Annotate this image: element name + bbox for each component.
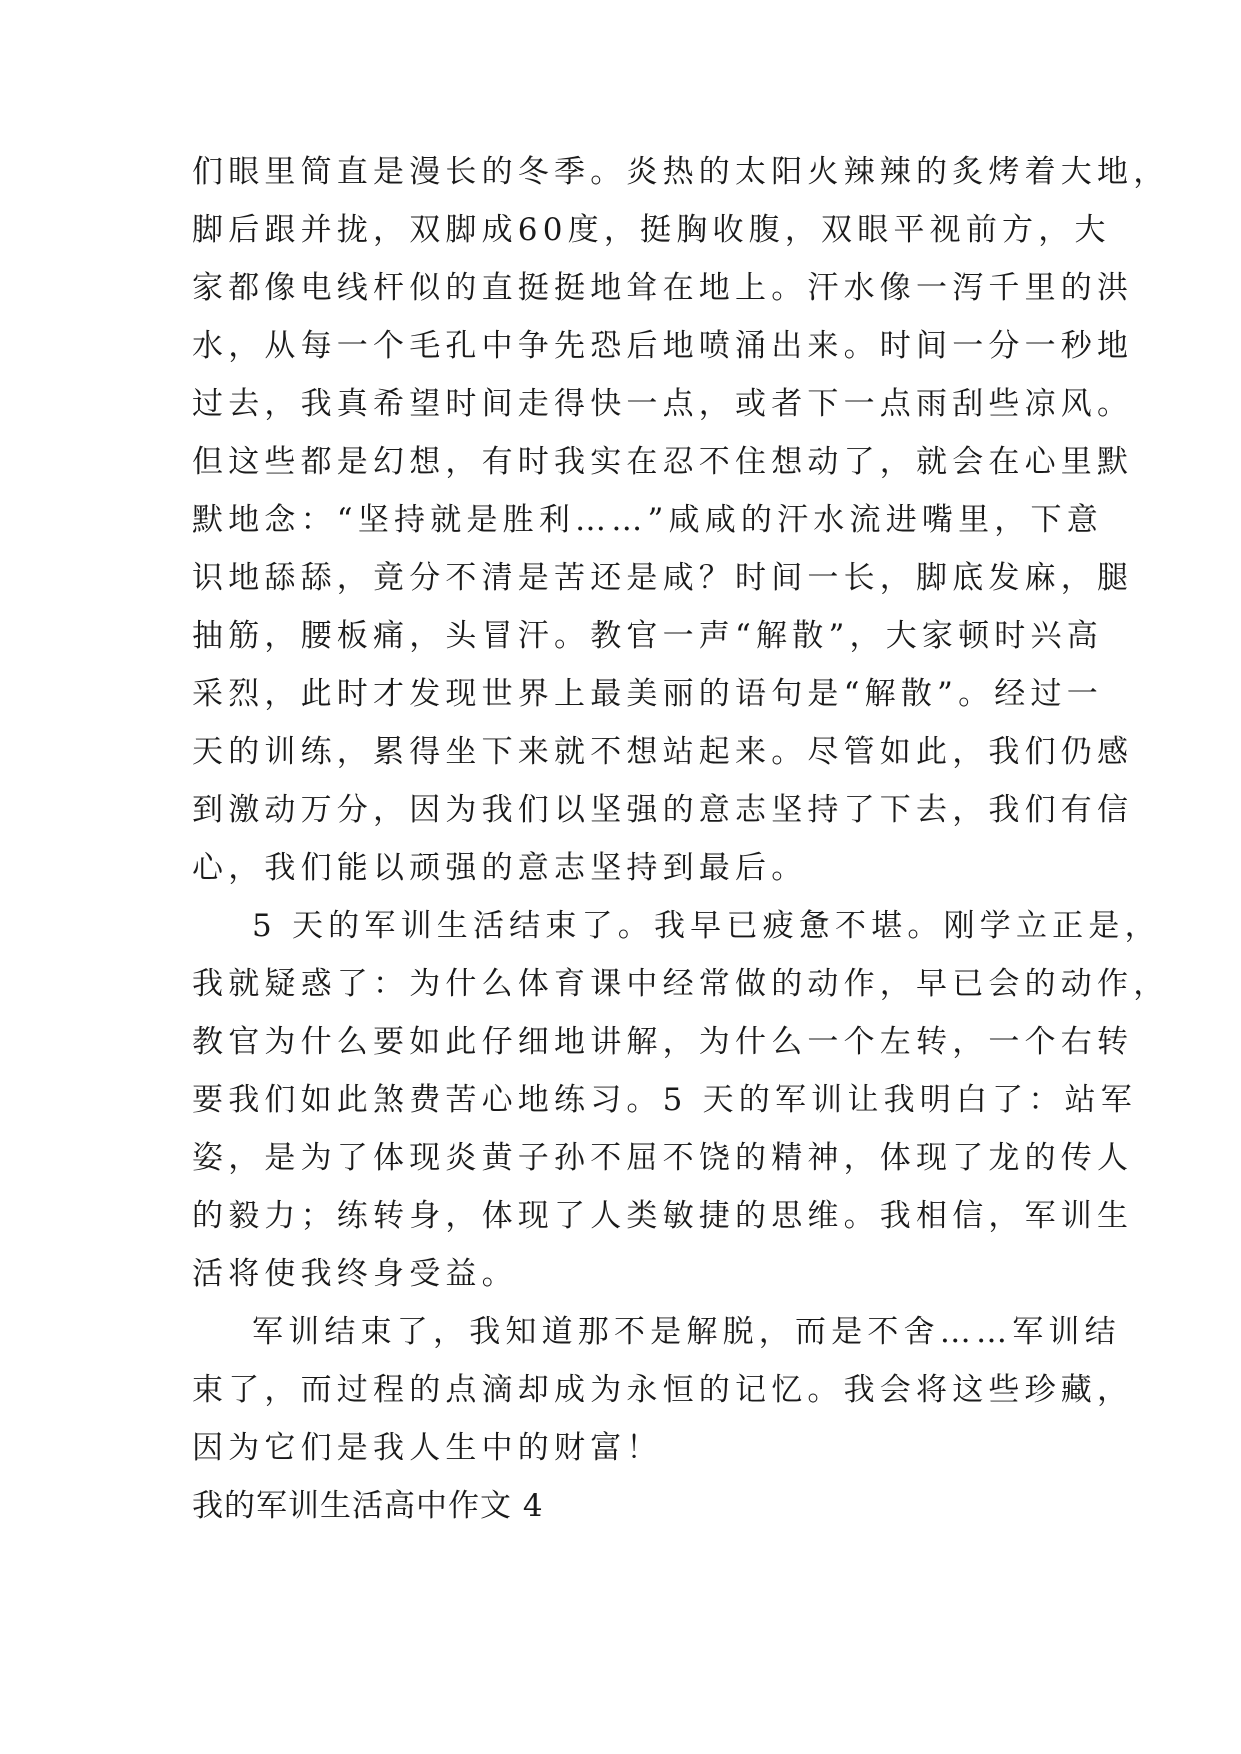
text-line: 采烈，此时才发现世界上最美丽的语句是“解散”。经过一 [192, 676, 1103, 712]
text-line: 束了，而过程的点滴却成为永恒的记忆。我会将这些珍藏， [192, 1372, 1134, 1408]
text-line: 过去，我真希望时间走得快一点，或者下一点雨刮些凉风。 [192, 386, 1134, 422]
text-line: 们眼里简直是漫长的冬季。炎热的太阳火辣辣的炙烤着大地， [192, 154, 1170, 190]
text-line: 因为它们是我人生中的财富！ [192, 1430, 663, 1466]
text-line: 姿，是为了体现炎黄子孙不屈不饶的精神，体现了龙的传人 [192, 1140, 1134, 1176]
text-line: 心，我们能以顽强的意志坚持到最后。 [192, 850, 808, 886]
text-line: 到激动万分，因为我们以坚强的意志坚持了下去，我们有信 [192, 792, 1134, 828]
text-line: 识地舔舔，竟分不清是苦还是咸？时间一长，脚底发麻，腿 [192, 560, 1134, 596]
paragraph-first-line: 5 天的军训生活结束了。我早已疲惫不堪。刚学立正是， [252, 908, 1161, 944]
text-line: 水，从每一个毛孔中争先恐后地喷涌出来。时间一分一秒地 [192, 328, 1134, 364]
text-line: 脚后跟并拢，双脚成60度，挺胸收腹，双眼平视前方，大 [192, 212, 1111, 248]
text-line: 但这些都是幻想，有时我实在忍不住想动了，就会在心里默 [192, 444, 1134, 480]
text-line: 天的训练，累得坐下来就不想站起来。尽管如此，我们仍感 [192, 734, 1134, 770]
text-line: 教官为什么要如此仔细地讲解，为什么一个左转，一个右转 [192, 1024, 1134, 1060]
section-heading: 我的军训生活高中作文 4 [192, 1488, 544, 1524]
paragraph-first-line: 军训结束了，我知道那不是解脱，而是不舍……军训结 [252, 1314, 1121, 1350]
text-line: 要我们如此煞费苦心地练习。5 天的军训让我明白了：站军 [192, 1082, 1137, 1118]
text-line: 默地念：“坚持就是胜利……”咸咸的汗水流进嘴里，下意 [192, 502, 1103, 538]
text-line: 抽筋，腰板痛，头冒汗。教官一声“解散”，大家顿时兴高 [192, 618, 1103, 654]
text-line: 活将使我终身受益。 [192, 1256, 518, 1292]
text-line: 我就疑惑了：为什么体育课中经常做的动作，早已会的动作， [192, 966, 1170, 1002]
text-line: 家都像电线杆似的直挺挺地耸在地上。汗水像一泻千里的洪 [192, 270, 1134, 306]
text-line: 的毅力；练转身，体现了人类敏捷的思维。我相信，军训生 [192, 1198, 1134, 1234]
